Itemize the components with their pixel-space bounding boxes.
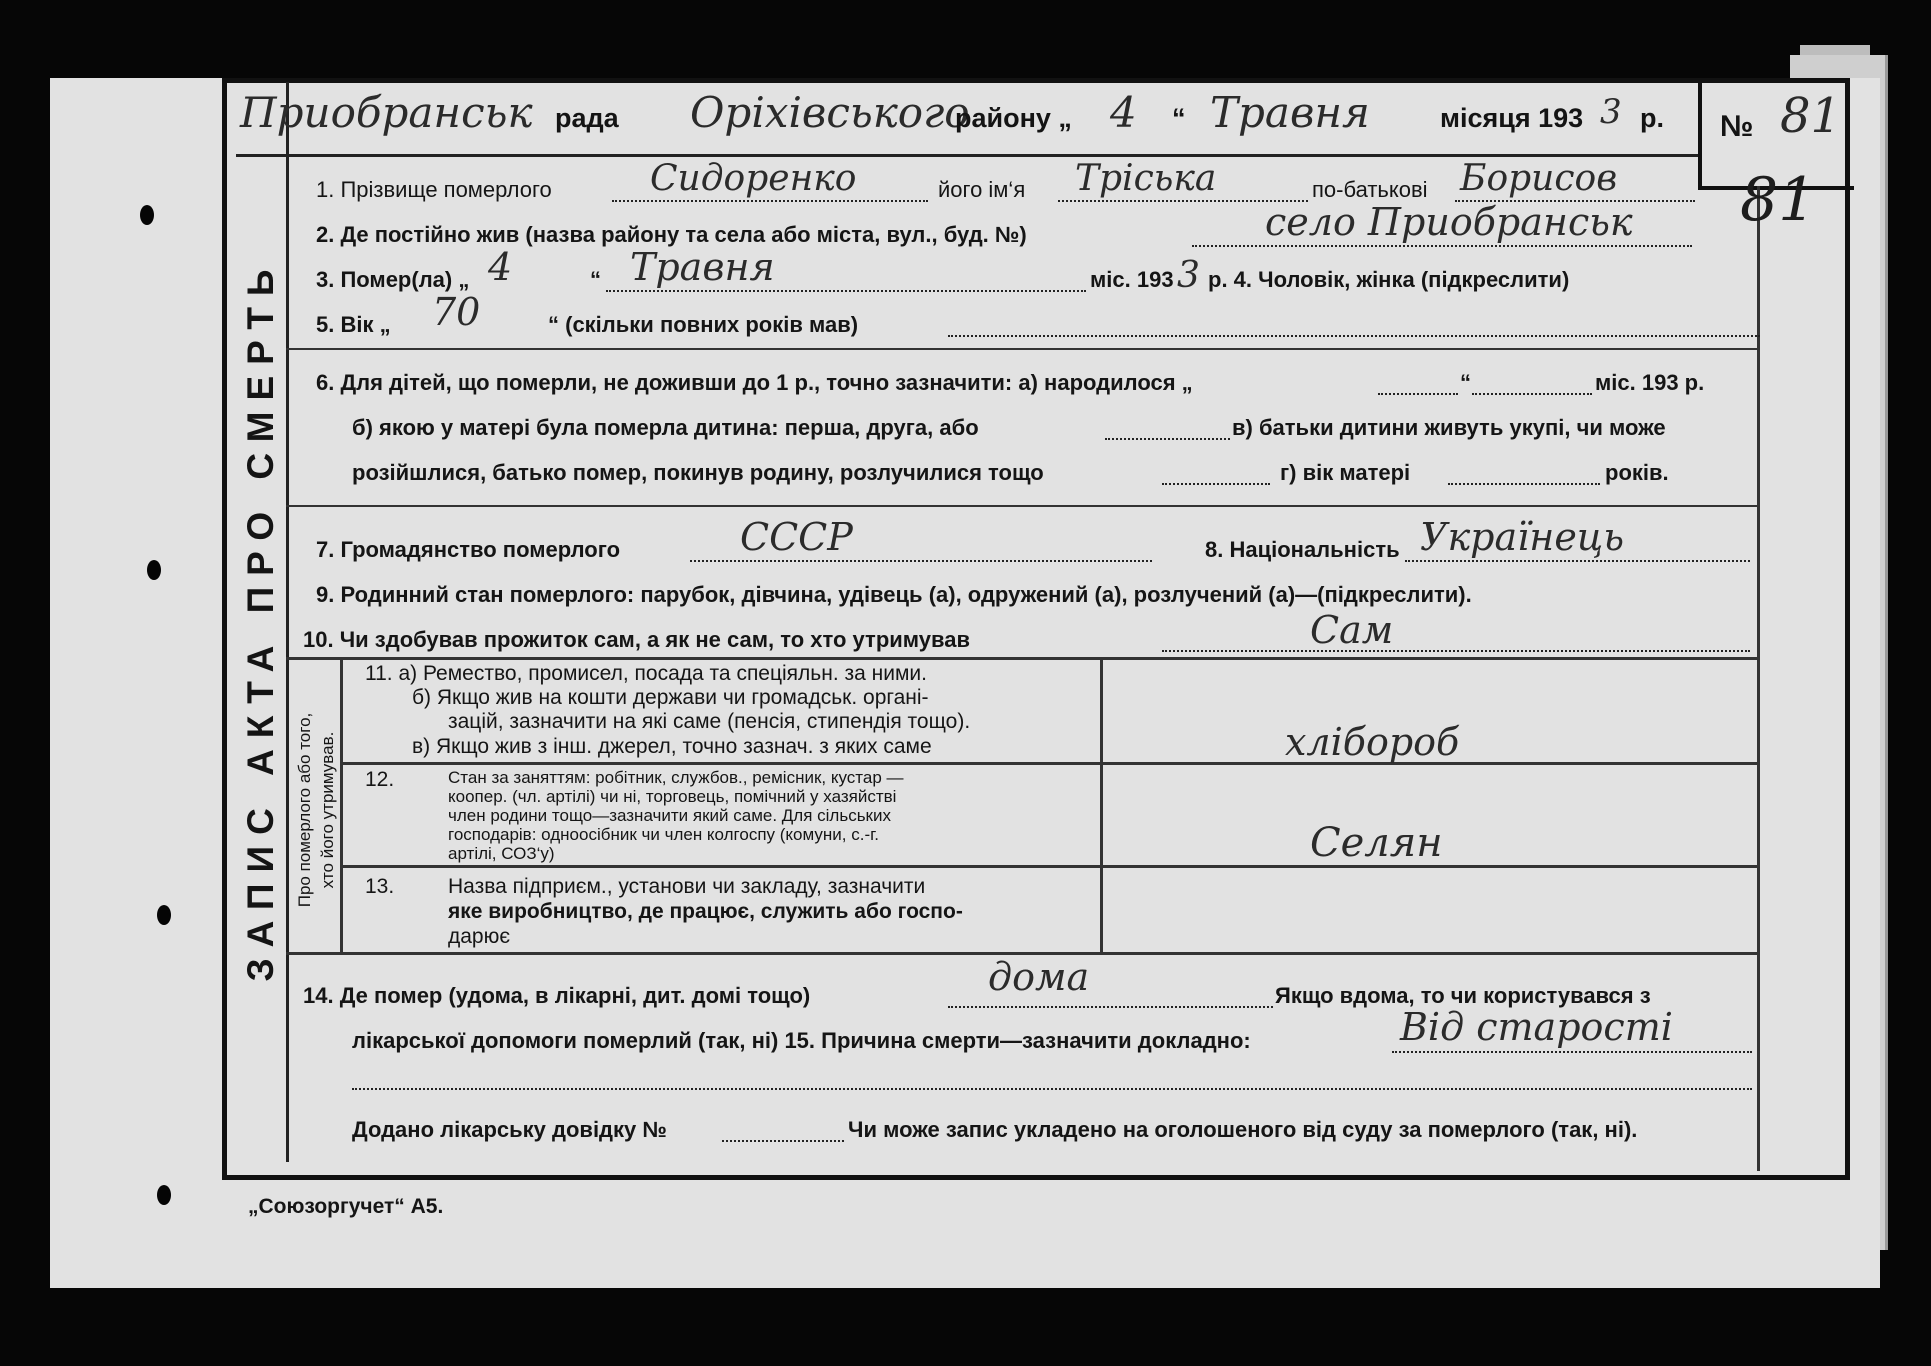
f2-handwritten: село Приобранськ (1265, 200, 1633, 244)
f5-fill-line (948, 335, 1760, 337)
f1-name-label: його ім‘я (938, 177, 1026, 202)
f6-day-line (1378, 393, 1458, 395)
header-misiatsia: місяця 193 (1440, 103, 1584, 133)
f12-num: 12. (365, 768, 395, 791)
side-sub-1: Про померлого або того, (295, 712, 314, 908)
number-handwritten: 81 (1780, 88, 1842, 144)
f14-fill-line (948, 1006, 1273, 1008)
f3-mis: міс. 193 (1090, 267, 1174, 292)
f3-year-handwritten: 3 (1177, 255, 1200, 296)
f6-line3c: років. (1605, 460, 1669, 485)
f10-label: 10. Чи здобував прожиток сам, а як не сам, то хто утримував (303, 627, 970, 652)
f6-line1c: міс. 193 р. (1595, 370, 1705, 395)
f6-mother-age-line (1448, 483, 1600, 485)
f1-name-handwritten: Тріська (1075, 158, 1217, 199)
header-raionu: району „ (955, 103, 1072, 133)
month-handwritten: Травня (1210, 88, 1370, 137)
f1-fill-line (612, 200, 928, 202)
header-quote: “ (1172, 103, 1186, 133)
f11-b1: б) Якщо жив на кошти держави чи громадськ. органі- (412, 686, 929, 709)
table-vline (340, 657, 343, 952)
table-top (286, 657, 1758, 660)
f1-patr-handwritten: Борисов (1460, 158, 1618, 199)
side-sub-2: хто його утримував. (318, 731, 337, 889)
f7-fill-line (690, 560, 1152, 562)
f15-extra-line (352, 1088, 1752, 1090)
f3-fill-line (606, 290, 1086, 292)
f2-fill-line (1192, 245, 1692, 247)
f6-line1: 6. Для дітей, що померли, не доживши до 1 р., точно зазначити: а) народилося „ (316, 370, 1193, 395)
punch-hole (157, 905, 171, 925)
f15-label: лікарської допомоги померлий (так, ні) 15. Причина смерти—зазначити докладно: (352, 1028, 1251, 1053)
f3-day-handwritten: 4 (488, 245, 513, 289)
f3-month-handwritten: Травня (630, 245, 775, 289)
table-row-line (340, 865, 1758, 868)
f13-t3: дарює (448, 925, 511, 948)
f15-fill-line (1392, 1051, 1752, 1053)
f6-line3b: г) вік матері (1280, 460, 1411, 485)
f5-age-handwritten: 70 (432, 290, 481, 334)
number-handwritten-2: 81 (1740, 165, 1817, 235)
f12-handwritten: Селян (1310, 820, 1443, 866)
f8-label: 8. Національність (1205, 537, 1400, 562)
f14-rest: Якщо вдома, то чи користувався з (1275, 983, 1651, 1008)
printer-mark: „Союзоргучет“ А5. (248, 1195, 444, 1218)
f1-patr-label: по-батькові (1312, 177, 1428, 202)
f6-order-line (1105, 438, 1230, 440)
f13-num: 13. (365, 875, 395, 898)
year-handwritten: 3 (1600, 92, 1622, 132)
f6-line3a: розійшлися, батько помер, покинув родину, розлучилися тощо (352, 460, 1044, 485)
f13-t2: яке виробництво, де працює, служить або госпо- (448, 900, 963, 923)
section-divider (286, 348, 1758, 350)
footer-number-line (722, 1140, 844, 1142)
number-label: № (1720, 110, 1754, 143)
header-r: р. (1640, 103, 1664, 133)
table-row-line (340, 762, 1758, 765)
f11-a: 11. а) Ремество, промисел, посада та спеціяльн. за ними. (365, 662, 927, 685)
footer-a: Додано лікарську довідку № (352, 1117, 667, 1142)
f8-handwritten: Українець (1420, 515, 1625, 559)
f1-label: 1. Прізвище померлого (316, 177, 552, 202)
footer-b: Чи може запис укладено на оголошеного від суду за померлого (так, ні). (848, 1117, 1638, 1142)
f6-line1b: “ (1460, 370, 1471, 395)
f15-handwritten: Від старості (1400, 1005, 1673, 1049)
f3-label: 3. Помер(ла) „ (316, 267, 470, 292)
right-border (1757, 186, 1760, 1171)
f6-line2b: в) батьки дитини живуть укупі, чи може (1232, 415, 1666, 440)
f6-month-line (1472, 393, 1592, 395)
f3-quote: “ (590, 267, 601, 292)
f12-t4: господарів: одноосібник чи член колгоспу (комуни, с.-г. (448, 825, 879, 844)
f10-handwritten: Сам (1310, 608, 1394, 652)
f7-handwritten: СССР (740, 515, 853, 559)
f6-line2a: б) якою у матері була померла дитина: перша, друга, або (352, 415, 979, 440)
side-title: ЗАПИС АКТА ПРО СМЕРТЬ (240, 258, 281, 982)
council-handwritten: Приобранськ (240, 88, 533, 137)
table-vline (1100, 657, 1103, 952)
f3-rest: р. 4. Чоловік, жінка (підкреслити) (1208, 267, 1570, 292)
f11-c: в) Якщо жив з інш. джерел, точно зазнач. з яких саме (412, 735, 932, 758)
f2-label: 2. Де постійно жив (назва району та села або міста, вул., буд. №) (316, 222, 1027, 247)
punch-hole (157, 1185, 171, 1205)
f12-t2: коопер. (чл. артілі) чи ні, торговець, помічний у хазяйстві (448, 787, 897, 806)
f12-t3: член родини тощо—зазначити який саме. Для сільських (448, 806, 891, 825)
f12-t5: артілі, СОЗ‘у) (448, 844, 555, 863)
district-handwritten: Оріхівського (690, 88, 970, 137)
header-rada: рада (555, 103, 619, 133)
f6-parents-line (1162, 483, 1270, 485)
f5-rest: “ (скільки повних років мав) (548, 312, 859, 337)
f11-handwritten: хлібороб (1285, 720, 1460, 764)
f9-label: 9. Родинний стан померлого: парубок, дівчина, удівець (а), одружений (а), розлучений (а)—(підкреслити). (316, 582, 1472, 607)
f1-surname-handwritten: Сидоренко (650, 158, 857, 199)
f11-b2: зацій, зазначити на які саме (пенсія, стипендія тощо). (448, 710, 971, 733)
f14-label: 14. Де помер (удома, в лікарні, дит. домі тощо) (303, 983, 811, 1008)
section-divider (286, 505, 1758, 507)
f7-label: 7. Громадянство померлого (316, 537, 621, 562)
f5-label: 5. Вік „ (316, 312, 391, 337)
f12-t1: Стан за заняттям: робітник, службов., ремісник, кустар — (448, 768, 904, 787)
punch-hole (147, 560, 161, 580)
f10-fill-line (1162, 650, 1750, 652)
day-handwritten: 4 (1110, 88, 1137, 137)
f13-t1: Назва підприєм., установи чи закладу, зазначити (448, 875, 926, 898)
f14-handwritten: дома (988, 955, 1090, 999)
punch-hole (140, 205, 154, 225)
f8-fill-line (1405, 560, 1750, 562)
